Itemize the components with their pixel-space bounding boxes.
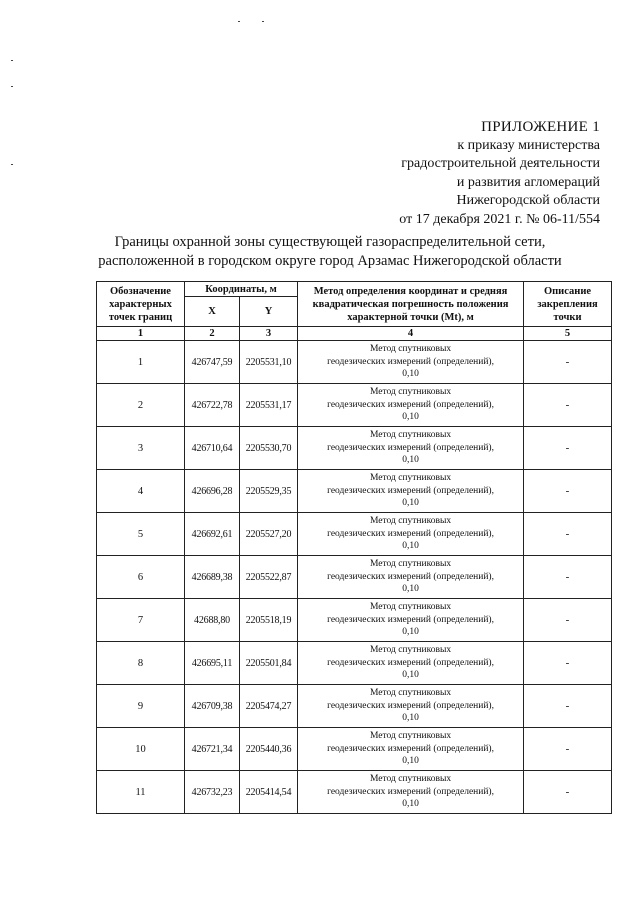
document-title (60, 233, 600, 271)
table-row (97, 599, 612, 642)
method-line: Метод спутниковых (369, 645, 452, 656)
coordinate-x: 426732,23 (185, 771, 240, 814)
method-line: 0,10 (402, 498, 419, 509)
method-line: Метод спутниковых (369, 602, 452, 613)
header-designation: Обозначение характерных точек границ (97, 282, 185, 327)
method-line: 0,10 (402, 799, 419, 810)
header-description: Описание закрепления точки (524, 282, 612, 327)
table-row (97, 470, 612, 513)
scan-speck (11, 86, 13, 87)
method-line: геодезических измерений (определений), (327, 571, 494, 582)
method-cell (298, 685, 524, 728)
method-cell (298, 341, 524, 384)
coordinate-y: 2205529,35 (240, 470, 298, 513)
appendix-title: ПРИЛОЖЕНИЕ 1 (481, 119, 600, 135)
method-line: геодезических измерений (определений), (327, 614, 494, 625)
method-cell (298, 556, 524, 599)
method-line: 0,10 (402, 541, 419, 552)
header-method: Метод определения координат и средняя квадратическая погрешность положения характерной точки (Mt), м (298, 282, 524, 327)
method-cell (298, 771, 524, 814)
appendix-line: градостроительной деятельности (401, 156, 600, 172)
column-number: 1 (97, 327, 185, 341)
description-cell: - (524, 642, 612, 685)
column-number: 2 (185, 327, 240, 341)
point-number: 1 (97, 341, 185, 384)
coordinate-y: 2205527,20 (240, 513, 298, 556)
document-title-line: расположенной в городском округе город Арзамас Нижегородской области (98, 253, 562, 269)
point-number: 4 (97, 470, 185, 513)
method-line: Метод спутниковых (369, 688, 452, 699)
point-number: 11 (97, 771, 185, 814)
coordinate-x: 426709,38 (185, 685, 240, 728)
table-row (97, 728, 612, 771)
appendix-line: к приказу министерства (457, 137, 600, 153)
method-line: Метод спутниковых (369, 473, 452, 484)
point-number: 2 (97, 384, 185, 427)
point-number: 6 (97, 556, 185, 599)
coordinate-y: 2205530,70 (240, 427, 298, 470)
method-line: 0,10 (402, 713, 419, 724)
table-row (97, 384, 612, 427)
description-cell: - (524, 728, 612, 771)
description-cell: - (524, 427, 612, 470)
method-line: 0,10 (402, 670, 419, 681)
point-number: 10 (97, 728, 185, 771)
table-row (97, 427, 612, 470)
method-line: Метод спутниковых (369, 731, 452, 742)
appendix-line: от 17 декабря 2021 г. № 06-11/554 (399, 211, 600, 227)
coordinate-x: 426692,61 (185, 513, 240, 556)
method-line: Метод спутниковых (369, 559, 452, 570)
column-number: 4 (298, 327, 524, 341)
coordinate-y: 2205414,54 (240, 771, 298, 814)
method-line: 0,10 (402, 455, 419, 466)
description-cell: - (524, 513, 612, 556)
table-row (97, 513, 612, 556)
coordinate-x: 426695,11 (185, 642, 240, 685)
scan-speck (11, 60, 13, 61)
method-line: 0,10 (402, 412, 419, 423)
point-number: 5 (97, 513, 185, 556)
table-row (97, 685, 612, 728)
method-line: геодезических измерений (определений), (327, 657, 494, 668)
scan-speck (262, 21, 264, 22)
coordinate-y: 2205531,10 (240, 341, 298, 384)
coordinate-y: 2205501,84 (240, 642, 298, 685)
description-cell: - (524, 599, 612, 642)
point-number: 7 (97, 599, 185, 642)
scan-speck (11, 164, 13, 165)
method-line: Метод спутниковых (369, 430, 452, 441)
table-row (97, 341, 612, 384)
description-cell: - (524, 771, 612, 814)
method-cell (298, 384, 524, 427)
coordinate-x: 426710,64 (185, 427, 240, 470)
method-cell (298, 728, 524, 771)
method-line: геодезических измерений (определений), (327, 528, 494, 539)
coordinate-x: 426689,38 (185, 556, 240, 599)
point-number: 9 (97, 685, 185, 728)
point-number: 8 (97, 642, 185, 685)
method-cell (298, 470, 524, 513)
table-row (97, 642, 612, 685)
coordinate-y: 2205518,19 (240, 599, 298, 642)
coordinate-y: 2205522,87 (240, 556, 298, 599)
method-line: геодезических измерений (определений), (327, 399, 494, 410)
method-line: 0,10 (402, 627, 419, 638)
method-cell (298, 599, 524, 642)
point-number: 3 (97, 427, 185, 470)
method-line: 0,10 (402, 584, 419, 595)
method-line: геодезических измерений (определений), (327, 743, 494, 754)
description-cell: - (524, 470, 612, 513)
method-line: Метод спутниковых (369, 774, 452, 785)
column-number: 5 (524, 327, 612, 341)
method-line: Метод спутниковых (369, 516, 452, 527)
method-line: геодезических измерений (определений), (327, 356, 494, 367)
table-row (97, 771, 612, 814)
header-y: Y (240, 297, 298, 327)
description-cell: - (524, 685, 612, 728)
method-line: геодезических измерений (определений), (327, 700, 494, 711)
method-cell (298, 427, 524, 470)
method-cell (298, 513, 524, 556)
header-x: X (185, 297, 240, 327)
coordinate-x: 426722,78 (185, 384, 240, 427)
appendix-block (399, 118, 600, 230)
method-line: геодезических измерений (определений), (327, 442, 494, 453)
coordinate-x: 426721,34 (185, 728, 240, 771)
table-row (97, 556, 612, 599)
method-line: 0,10 (402, 369, 419, 380)
method-line: геодезических измерений (определений), (327, 786, 494, 797)
description-cell: - (524, 341, 612, 384)
method-cell (298, 642, 524, 685)
coordinate-x: 426696,28 (185, 470, 240, 513)
table-body (97, 341, 612, 814)
coordinate-x: 42688,80 (185, 599, 240, 642)
header-coordinates: Координаты, м (185, 282, 298, 297)
description-cell: - (524, 556, 612, 599)
coordinate-y: 2205531,17 (240, 384, 298, 427)
coordinate-x: 426747,59 (185, 341, 240, 384)
method-line: геодезических измерений (определений), (327, 485, 494, 496)
description-cell: - (524, 384, 612, 427)
scan-speck (238, 21, 240, 22)
coordinate-y: 2205474,27 (240, 685, 298, 728)
method-line: Метод спутниковых (369, 344, 452, 355)
method-line: Метод спутниковых (369, 387, 452, 398)
appendix-line: и развития агломераций (456, 174, 600, 190)
method-line: 0,10 (402, 756, 419, 767)
coordinates-table (96, 281, 612, 814)
column-number: 3 (240, 327, 298, 341)
appendix-line: Нижегородской области (456, 193, 600, 209)
document-title-line: Границы охранной зоны существующей газораспределительной сети, (114, 234, 546, 250)
coordinate-y: 2205440,36 (240, 728, 298, 771)
